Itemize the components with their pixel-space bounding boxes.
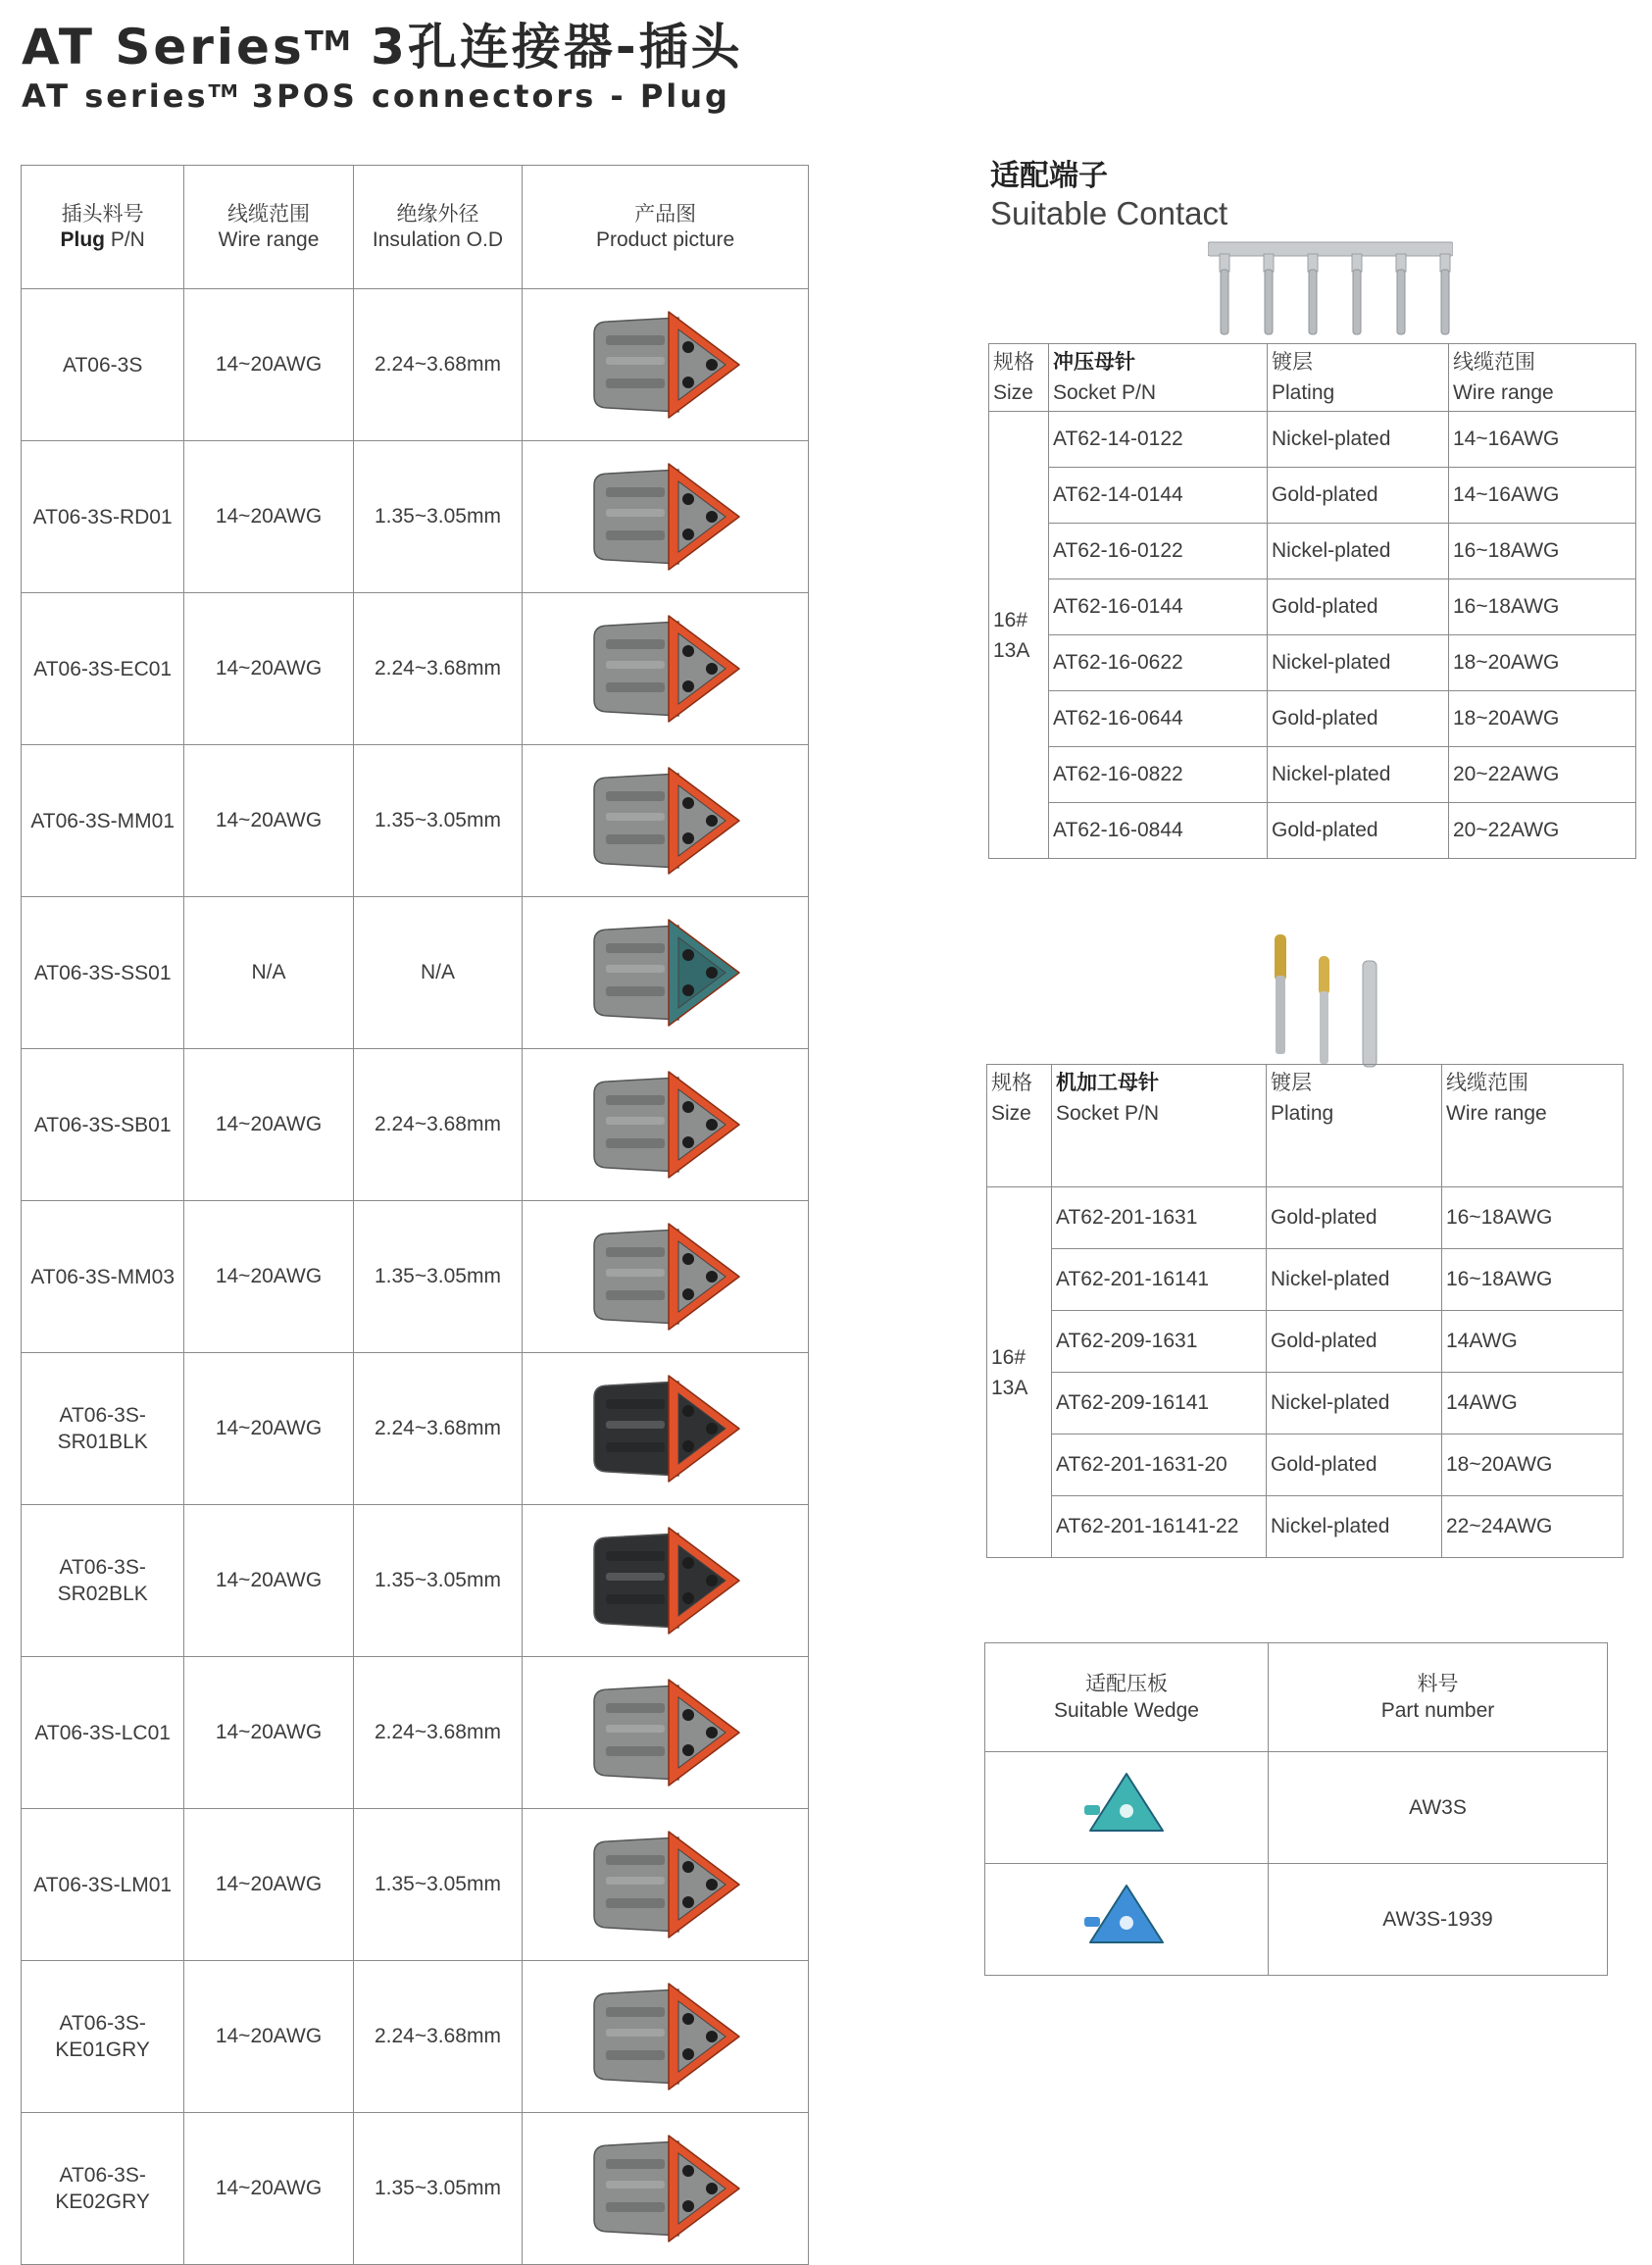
contact-row xyxy=(989,412,1636,468)
wire-range-cell: 14~16AWG xyxy=(1449,412,1636,468)
plating-cell: Gold-plated xyxy=(1268,579,1449,635)
product-picture-cell xyxy=(523,1809,809,1961)
header-plug-pn: 插头料号 Plug P/N xyxy=(22,166,184,289)
stamped-contact-header xyxy=(989,344,1636,412)
insulation-od-cell: 2.24~3.68mm xyxy=(353,1353,523,1505)
wire-range-cell: 16~18AWG xyxy=(1442,1187,1624,1249)
wire-range-cell: 16~18AWG xyxy=(1442,1249,1624,1311)
plating-cell: Gold-plated xyxy=(1268,468,1449,524)
plating-cell: Gold-plated xyxy=(1267,1311,1442,1373)
socket-pn-cell: AT62-16-0122 xyxy=(1049,524,1268,579)
wire-range-cell: 14~20AWG xyxy=(184,1049,353,1201)
socket-pn-cell: AT62-16-0822 xyxy=(1049,747,1268,803)
plug-connector-icon xyxy=(582,904,749,1041)
plug-row xyxy=(22,593,809,745)
plug-row xyxy=(22,1201,809,1353)
wire-range-cell: 18~20AWG xyxy=(1449,691,1636,747)
socket-pn-cell: AT62-201-16141 xyxy=(1052,1249,1267,1311)
wedge-row xyxy=(985,1864,1608,1976)
plug-pn-cell: AT06-3S-EC01 xyxy=(22,593,184,745)
header-plating: 镀层 Plating xyxy=(1267,1065,1442,1187)
socket-pn-cell: AT62-14-0144 xyxy=(1049,468,1268,524)
contact-row xyxy=(989,468,1636,524)
wire-range-cell: 14AWG xyxy=(1442,1311,1624,1373)
wedge-icon xyxy=(1082,1878,1171,1956)
wire-range-cell: 14~20AWG xyxy=(184,1353,353,1505)
insulation-od-cell: 2.24~3.68mm xyxy=(353,289,523,441)
plug-table xyxy=(21,165,809,2265)
plug-row xyxy=(22,1353,809,1505)
page-title-block xyxy=(22,18,743,116)
product-picture-cell xyxy=(523,897,809,1049)
insulation-od-cell: 1.35~3.05mm xyxy=(353,745,523,897)
insulation-od-cell: 1.35~3.05mm xyxy=(353,1809,523,1961)
contact-row xyxy=(989,524,1636,579)
machined-contact-pins-image xyxy=(1265,927,1402,1069)
insulation-od-cell: 2.24~3.68mm xyxy=(353,1961,523,2113)
plug-pn-cell: AT06-3S-LC01 xyxy=(22,1657,184,1809)
plating-cell: Gold-plated xyxy=(1268,803,1449,859)
wedge-table-header xyxy=(985,1643,1608,1752)
wire-range-cell: 14~20AWG xyxy=(184,2113,353,2265)
plug-connector-icon xyxy=(582,2120,749,2257)
plug-connector-icon xyxy=(582,1512,749,1649)
wire-range-cell: 14~20AWG xyxy=(184,441,353,593)
wire-range-cell: 14~16AWG xyxy=(1449,468,1636,524)
machined-contact-header xyxy=(987,1065,1624,1187)
stamped-contact-strip-image xyxy=(1208,240,1453,343)
wire-range-cell: N/A xyxy=(184,897,353,1049)
plug-pn-cell: AT06-3S- KE01GRY xyxy=(22,1961,184,2113)
insulation-od-cell: N/A xyxy=(353,897,523,1049)
insulation-od-cell: 1.35~3.05mm xyxy=(353,1201,523,1353)
plug-connector-icon xyxy=(582,296,749,433)
suitable-contact-heading: 适配端子 Suitable Contact xyxy=(990,159,1228,231)
socket-pn-cell: AT62-201-1631-20 xyxy=(1052,1434,1267,1496)
wire-range-cell: 14~20AWG xyxy=(184,1657,353,1809)
size-cell: 16# 13A xyxy=(989,412,1049,859)
plug-pn-cell: AT06-3S-MM03 xyxy=(22,1201,184,1353)
plug-pn-cell: AT06-3S-RD01 xyxy=(22,441,184,593)
product-picture-cell xyxy=(523,2113,809,2265)
insulation-od-cell: 1.35~3.05mm xyxy=(353,1505,523,1657)
product-picture-cell xyxy=(523,1961,809,2113)
page-subtitle: AT series™ 3POS connectors - Plug xyxy=(22,77,730,115)
header-plating: 镀层 Plating xyxy=(1268,344,1449,412)
product-picture-cell xyxy=(523,1505,809,1657)
plug-connector-icon xyxy=(582,448,749,585)
product-picture-cell xyxy=(523,441,809,593)
contact-row xyxy=(987,1373,1624,1434)
socket-pn-cell: AT62-16-0844 xyxy=(1049,803,1268,859)
plating-cell: Gold-plated xyxy=(1267,1187,1442,1249)
socket-pn-cell: AT62-16-0144 xyxy=(1049,579,1268,635)
insulation-od-cell: 2.24~3.68mm xyxy=(353,1657,523,1809)
header-suitable-wedge: 适配压板 Suitable Wedge xyxy=(985,1643,1269,1752)
wire-range-cell: 18~20AWG xyxy=(1449,635,1636,691)
socket-pn-cell: AT62-16-0644 xyxy=(1049,691,1268,747)
header-part-number: 料号 Part number xyxy=(1269,1643,1608,1752)
plug-pn-cell: AT06-3S- SR01BLK xyxy=(22,1353,184,1505)
wire-range-cell: 14~20AWG xyxy=(184,289,353,441)
header-wire-range: 线缆范围 Wire range xyxy=(1449,344,1636,412)
insulation-od-cell: 2.24~3.68mm xyxy=(353,1049,523,1201)
header-size: 规格 Size xyxy=(987,1065,1052,1187)
socket-pn-cell: AT62-201-1631 xyxy=(1052,1187,1267,1249)
header-size: 规格 Size xyxy=(989,344,1049,412)
insulation-od-cell: 2.24~3.68mm xyxy=(353,593,523,745)
size-cell: 16# 13A xyxy=(987,1187,1052,1558)
plug-row xyxy=(22,745,809,897)
header-insulation-od: 绝缘外径 Insulation O.D xyxy=(353,166,523,289)
plating-cell: Nickel-plated xyxy=(1267,1249,1442,1311)
stamped-contact-table xyxy=(988,343,1636,859)
header-wire-range: 线缆范围 Wire range xyxy=(1442,1065,1624,1187)
plug-connector-icon xyxy=(582,1968,749,2105)
wire-range-cell: 16~18AWG xyxy=(1449,579,1636,635)
wedge-table xyxy=(984,1642,1608,1976)
plating-cell: Nickel-plated xyxy=(1268,747,1449,803)
wedge-pn-cell: AW3S xyxy=(1269,1752,1608,1864)
plug-pn-cell: AT06-3S- KE02GRY xyxy=(22,2113,184,2265)
plug-row xyxy=(22,2113,809,2265)
contact-row xyxy=(989,803,1636,859)
plug-row xyxy=(22,1049,809,1201)
insulation-od-cell: 1.35~3.05mm xyxy=(353,2113,523,2265)
wedge-icon xyxy=(1082,1766,1171,1844)
plating-cell: Nickel-plated xyxy=(1268,412,1449,468)
header-product-picture: 产品图 Product picture xyxy=(523,166,809,289)
contact-row xyxy=(987,1434,1624,1496)
wire-range-cell: 22~24AWG xyxy=(1442,1496,1624,1558)
plug-row xyxy=(22,1657,809,1809)
wedge-row xyxy=(985,1752,1608,1864)
machined-contact-table xyxy=(986,1064,1624,1558)
wire-range-cell: 14AWG xyxy=(1442,1373,1624,1434)
contact-row xyxy=(989,579,1636,635)
plug-connector-icon xyxy=(582,1664,749,1801)
wire-range-cell: 14~20AWG xyxy=(184,1809,353,1961)
plating-cell: Nickel-plated xyxy=(1268,635,1449,691)
plug-row xyxy=(22,441,809,593)
plug-connector-icon xyxy=(582,752,749,889)
socket-pn-cell: AT62-14-0122 xyxy=(1049,412,1268,468)
contact-row xyxy=(989,691,1636,747)
plug-connector-icon xyxy=(582,1816,749,1953)
plug-row xyxy=(22,1961,809,2113)
plating-cell: Nickel-plated xyxy=(1267,1373,1442,1434)
socket-pn-cell: AT62-16-0622 xyxy=(1049,635,1268,691)
plating-cell: Gold-plated xyxy=(1268,691,1449,747)
plug-pn-cell: AT06-3S-SB01 xyxy=(22,1049,184,1201)
socket-pn-cell: AT62-201-16141-22 xyxy=(1052,1496,1267,1558)
contact-row xyxy=(987,1249,1624,1311)
wire-range-cell: 16~18AWG xyxy=(1449,524,1636,579)
header-wire-range: 线缆范围 Wire range xyxy=(184,166,353,289)
product-picture-cell xyxy=(523,593,809,745)
contact-row xyxy=(987,1187,1624,1249)
socket-pn-cell: AT62-209-16141 xyxy=(1052,1373,1267,1434)
plug-connector-icon xyxy=(582,1208,749,1345)
contact-row xyxy=(989,747,1636,803)
wedge-pn-cell: AW3S-1939 xyxy=(1269,1864,1608,1976)
wire-range-cell: 14~20AWG xyxy=(184,1961,353,2113)
plating-cell: Nickel-plated xyxy=(1268,524,1449,579)
plug-row xyxy=(22,897,809,1049)
plug-table-header xyxy=(22,166,809,289)
plug-connector-icon xyxy=(582,1056,749,1193)
wire-range-cell: 20~22AWG xyxy=(1449,747,1636,803)
wire-range-cell: 20~22AWG xyxy=(1449,803,1636,859)
wire-range-cell: 14~20AWG xyxy=(184,745,353,897)
product-picture-cell xyxy=(523,1657,809,1809)
plug-pn-cell: AT06-3S-LM01 xyxy=(22,1809,184,1961)
product-picture-cell xyxy=(523,1353,809,1505)
contact-row xyxy=(987,1496,1624,1558)
wire-range-cell: 14~20AWG xyxy=(184,593,353,745)
plug-connector-icon xyxy=(582,1360,749,1497)
wedge-picture-cell xyxy=(985,1864,1269,1976)
page-title: AT Series™ 3孔连接器-插头 xyxy=(22,19,743,76)
plating-cell: Nickel-plated xyxy=(1267,1496,1442,1558)
wire-range-cell: 14~20AWG xyxy=(184,1201,353,1353)
plug-connector-icon xyxy=(582,600,749,737)
plug-pn-cell: AT06-3S-SS01 xyxy=(22,897,184,1049)
product-picture-cell xyxy=(523,745,809,897)
wedge-picture-cell xyxy=(985,1752,1269,1864)
wire-range-cell: 18~20AWG xyxy=(1442,1434,1624,1496)
plug-row xyxy=(22,1809,809,1961)
insulation-od-cell: 1.35~3.05mm xyxy=(353,441,523,593)
plug-row xyxy=(22,289,809,441)
product-picture-cell xyxy=(523,1201,809,1353)
socket-pn-cell: AT62-209-1631 xyxy=(1052,1311,1267,1373)
plug-pn-cell: AT06-3S- SR02BLK xyxy=(22,1505,184,1657)
contact-row xyxy=(989,635,1636,691)
product-picture-cell xyxy=(523,289,809,441)
wire-range-cell: 14~20AWG xyxy=(184,1505,353,1657)
plug-pn-cell: AT06-3S xyxy=(22,289,184,441)
product-picture-cell xyxy=(523,1049,809,1201)
plating-cell: Gold-plated xyxy=(1267,1434,1442,1496)
header-socket-pn: 机加工母针 Socket P/N xyxy=(1052,1065,1267,1187)
header-socket-pn: 冲压母针 Socket P/N xyxy=(1049,344,1268,412)
plug-pn-cell: AT06-3S-MM01 xyxy=(22,745,184,897)
contact-row xyxy=(987,1311,1624,1373)
plug-row xyxy=(22,1505,809,1657)
